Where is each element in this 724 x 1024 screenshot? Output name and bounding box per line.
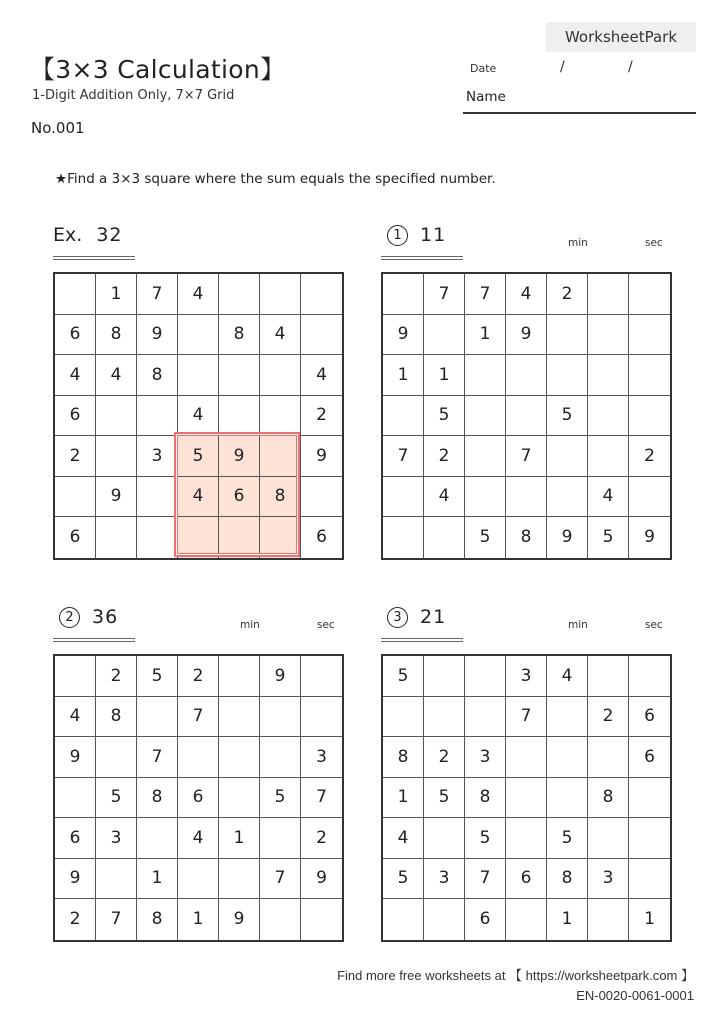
grid-cell (260, 396, 301, 437)
grid-cell: 9 (383, 315, 424, 356)
grid-cell (547, 778, 588, 819)
grid-cell (629, 656, 670, 697)
puzzle-title (381, 606, 446, 636)
grid-cell: 5 (465, 517, 506, 558)
puzzle-target: 32 (96, 224, 123, 246)
grid-cell: 9 (301, 436, 342, 477)
puzzle-grid (381, 272, 672, 560)
grid-cell (178, 355, 219, 396)
grid-cell (588, 355, 629, 396)
grid-cell (301, 899, 342, 940)
puzzle-target: 36 (92, 606, 119, 628)
brand-label: WorksheetPark (546, 22, 696, 52)
grid-cell: 4 (588, 477, 629, 518)
grid-cell: 2 (178, 656, 219, 697)
grid-cell: 2 (588, 697, 629, 738)
grid-cell: 3 (506, 656, 547, 697)
grid-cell (465, 436, 506, 477)
puzzle-title (53, 606, 118, 636)
grid-cell: 4 (178, 396, 219, 437)
grid-cell (301, 697, 342, 738)
grid-cell: 7 (301, 778, 342, 819)
grid-cell: 9 (55, 737, 96, 778)
grid-cell (260, 697, 301, 738)
grid-cell: 4 (178, 818, 219, 859)
grid-cell (424, 517, 465, 558)
grid-cell (219, 355, 260, 396)
grid-cell: 7 (424, 274, 465, 315)
grid-cell (547, 697, 588, 738)
puzzle-grid (53, 272, 344, 560)
grid-cell (588, 396, 629, 437)
grid-cell (96, 396, 137, 437)
grid-cell: 3 (301, 737, 342, 778)
grid-cell: 1 (644, 909, 655, 930)
grid-cell: 6 (465, 899, 506, 940)
grid-cell: 9 (219, 899, 260, 940)
grid-cell (465, 477, 506, 518)
grid-cell: 2 (55, 436, 96, 477)
grid-cell: 8 (96, 697, 137, 738)
grid-cell: 4 (96, 355, 137, 396)
grid-cell (588, 818, 629, 859)
grid-cell (219, 778, 260, 819)
grid-cell (629, 859, 670, 900)
grid-cell: 8 (506, 517, 547, 558)
date-separator: / (560, 59, 565, 75)
grid-cell (55, 778, 96, 819)
grid-cell (137, 517, 178, 558)
grid-cell (506, 818, 547, 859)
grid-cell (96, 436, 137, 477)
grid-cell: 8 (383, 737, 424, 778)
grid-cell (424, 656, 465, 697)
grid-cell (547, 737, 588, 778)
grid-cell: 1 (178, 899, 219, 940)
timer-min-label: min (568, 619, 588, 631)
grid-cell (629, 818, 670, 859)
grid-cell: 5 (383, 859, 424, 900)
timer-sec-label: sec (645, 237, 663, 249)
grid-cell: 4 (424, 477, 465, 518)
grid-cell (260, 355, 301, 396)
grid-cell (219, 274, 260, 315)
grid-cell (629, 396, 670, 437)
grid-cell (260, 737, 301, 778)
grid-cell: 6 (55, 517, 96, 558)
puzzle-number-badge: 3 (387, 607, 408, 628)
date-separator: / (628, 59, 633, 75)
grid-cell: 9 (137, 315, 178, 356)
grid-cell: 3 (96, 818, 137, 859)
grid-cell: 7 (96, 899, 137, 940)
grid-cell: 7 (465, 859, 506, 900)
grid-cell: 6 (506, 859, 547, 900)
grid-cell: 7 (506, 697, 547, 738)
grid-cell (301, 656, 342, 697)
grid-cell (219, 697, 260, 738)
puzzle-number-badge: 2 (59, 607, 80, 628)
grid-cell (506, 899, 547, 940)
grid-cell: 6 (629, 697, 670, 738)
grid-cell: 8 (137, 355, 178, 396)
grid-cell: 8 (96, 315, 137, 356)
grid-cell: 9 (260, 656, 301, 697)
grid-cell (178, 737, 219, 778)
grid-cell (301, 315, 342, 356)
grid-cell: 1 (383, 778, 424, 819)
puzzle-label: Ex. (53, 224, 83, 246)
grid-cell (219, 859, 260, 900)
grid-cell: 5 (424, 778, 465, 819)
grid-cell (383, 899, 424, 940)
page-title: 【3×3 Calculation】 (30, 55, 286, 84)
grid-cell: 8 (137, 899, 178, 940)
grid-cell (506, 778, 547, 819)
grid-cell: 1 (137, 859, 178, 900)
grid-cell (465, 697, 506, 738)
grid-cell: 3 (588, 859, 629, 900)
grid-cell: 1 (383, 355, 424, 396)
puzzle-target: 11 (420, 224, 447, 246)
grid-cell (260, 436, 301, 477)
grid-cell (506, 355, 547, 396)
grid-cell (383, 274, 424, 315)
footer-link-text: Find more free worksheets at 【 https://worksheetpark.com 】 (337, 968, 694, 983)
grid-cell (547, 355, 588, 396)
grid-cell: 4 (506, 274, 547, 315)
title-underline (53, 256, 135, 260)
title-underline (381, 638, 463, 642)
grid-cell: 7 (383, 436, 424, 477)
grid-cell (588, 737, 629, 778)
grid-cell: 5 (383, 656, 424, 697)
grid-cell (465, 396, 506, 437)
worksheet-number: No.001 (31, 119, 85, 137)
grid-cell: 6 (219, 477, 260, 518)
grid-cell (547, 315, 588, 356)
grid-cell (465, 355, 506, 396)
grid-cell (219, 656, 260, 697)
grid-cell (629, 315, 670, 356)
grid-cell: 2 (96, 656, 137, 697)
grid-cell: 1 (219, 818, 260, 859)
grid-cell: 7 (465, 274, 506, 315)
grid-cell (219, 396, 260, 437)
grid-cell: 1 (96, 274, 137, 315)
grid-cell: 6 (629, 737, 670, 778)
grid-cell (383, 396, 424, 437)
grid-cell: 4 (260, 315, 301, 356)
grid-cell: 9 (96, 477, 137, 518)
grid-cell (629, 355, 670, 396)
grid-cell (547, 436, 588, 477)
puzzle-title (381, 224, 446, 254)
grid-cell (506, 396, 547, 437)
grid-cell: 9 (55, 859, 96, 900)
grid-cell: 5 (547, 818, 588, 859)
grid-cell: 4 (547, 656, 588, 697)
grid-cell: 2 (547, 274, 588, 315)
grid-cell: 9 (506, 315, 547, 356)
grid-cell: 5 (547, 396, 588, 437)
grid-cell: 1 (547, 899, 588, 940)
grid-cell: 9 (301, 859, 342, 900)
grid-cell (219, 737, 260, 778)
grid-cell: 3 (137, 436, 178, 477)
grid-cell: 1 (465, 315, 506, 356)
grid-cell (547, 477, 588, 518)
grid-cell: 4 (301, 355, 342, 396)
grid-cell (588, 656, 629, 697)
grid-cell: 2 (424, 737, 465, 778)
grid-cell: 7 (137, 737, 178, 778)
grid-cell (260, 818, 301, 859)
name-field-line[interactable] (463, 112, 696, 114)
grid-cell: 3 (424, 859, 465, 900)
grid-cell: 7 (178, 697, 219, 738)
grid-cell (629, 274, 670, 315)
grid-cell: 6 (55, 315, 96, 356)
grid-cell: 7 (506, 436, 547, 477)
grid-cell: 4 (55, 697, 96, 738)
grid-cell (219, 517, 260, 558)
grid-cell: 5 (96, 778, 137, 819)
title-underline (381, 256, 463, 260)
grid-cell (260, 899, 301, 940)
grid-cell (96, 859, 137, 900)
grid-cell (55, 274, 96, 315)
grid-cell (96, 517, 137, 558)
grid-cell: 5 (424, 396, 465, 437)
grid-cell: 9 (219, 436, 260, 477)
timer-min-label: min (568, 237, 588, 249)
puzzle-title (53, 224, 123, 254)
grid-cell (506, 477, 547, 518)
grid-cell: 8 (588, 778, 629, 819)
timer-sec-label: sec (645, 619, 663, 631)
grid-cell: 5 (137, 656, 178, 697)
grid-cell: 8 (137, 778, 178, 819)
grid-cell: 6 (55, 396, 96, 437)
puzzle-target: 21 (420, 606, 447, 628)
grid-cell (260, 274, 301, 315)
grid-cell (301, 274, 342, 315)
grid-cell (588, 315, 629, 356)
date-label: Date (470, 62, 497, 75)
grid-cell: 3 (465, 737, 506, 778)
grid-cell: 4 (178, 477, 219, 518)
grid-cell: 9 (547, 517, 588, 558)
grid-cell (424, 899, 465, 940)
grid-cell: 8 (547, 859, 588, 900)
grid-cell: 5 (178, 436, 219, 477)
grid-cell (629, 477, 670, 518)
grid-cell: 2 (301, 818, 342, 859)
grid-cell: 7 (137, 274, 178, 315)
grid-cell: 5 (260, 778, 301, 819)
grid-cell (137, 477, 178, 518)
grid-cell (260, 517, 301, 558)
grid-cell (424, 818, 465, 859)
grid-cell (137, 396, 178, 437)
grid-cell: 4 (55, 355, 96, 396)
puzzle-number-badge: 1 (387, 225, 408, 246)
grid-cell: 9 (644, 527, 655, 548)
puzzle-grid (53, 654, 344, 942)
worksheet-code: EN-0020-0061-0001 (576, 988, 694, 1003)
grid-cell (588, 436, 629, 477)
grid-cell: 2 (55, 899, 96, 940)
grid-cell (424, 315, 465, 356)
grid-cell: 8 (219, 315, 260, 356)
grid-cell: 6 (316, 527, 327, 548)
grid-cell (178, 859, 219, 900)
grid-cell (178, 315, 219, 356)
grid-cell: 6 (178, 778, 219, 819)
grid-cell: 5 (588, 517, 629, 558)
grid-cell (55, 656, 96, 697)
grid-cell (588, 899, 629, 940)
title-underline (53, 638, 135, 642)
grid-cell (96, 737, 137, 778)
grid-cell: 7 (260, 859, 301, 900)
grid-cell: 2 (424, 436, 465, 477)
grid-cell (137, 697, 178, 738)
grid-cell (588, 274, 629, 315)
puzzle-grid (381, 654, 672, 942)
instruction-text: ★Find a 3×3 square where the sum equals the specified number. (55, 171, 496, 187)
timer-min-label: min (240, 619, 260, 631)
grid-cell (383, 697, 424, 738)
grid-cell: 4 (383, 818, 424, 859)
grid-cell: 2 (301, 396, 342, 437)
grid-cell (629, 778, 670, 819)
grid-cell: 1 (424, 355, 465, 396)
grid-cell (383, 477, 424, 518)
grid-cell (301, 477, 342, 518)
grid-cell: 2 (629, 436, 670, 477)
grid-cell (55, 477, 96, 518)
grid-cell: 8 (465, 778, 506, 819)
grid-cell (465, 656, 506, 697)
grid-cell (424, 697, 465, 738)
grid-cell: 5 (465, 818, 506, 859)
name-label: Name (466, 89, 506, 105)
timer-sec-label: sec (317, 619, 335, 631)
grid-cell (383, 517, 424, 558)
grid-cell: 4 (178, 274, 219, 315)
grid-cell: 6 (55, 818, 96, 859)
grid-cell (137, 818, 178, 859)
grid-cell (506, 737, 547, 778)
grid-cell (178, 517, 219, 558)
grid-cell: 8 (260, 477, 301, 518)
page-subtitle: 1-Digit Addition Only, 7×7 Grid (32, 88, 235, 103)
